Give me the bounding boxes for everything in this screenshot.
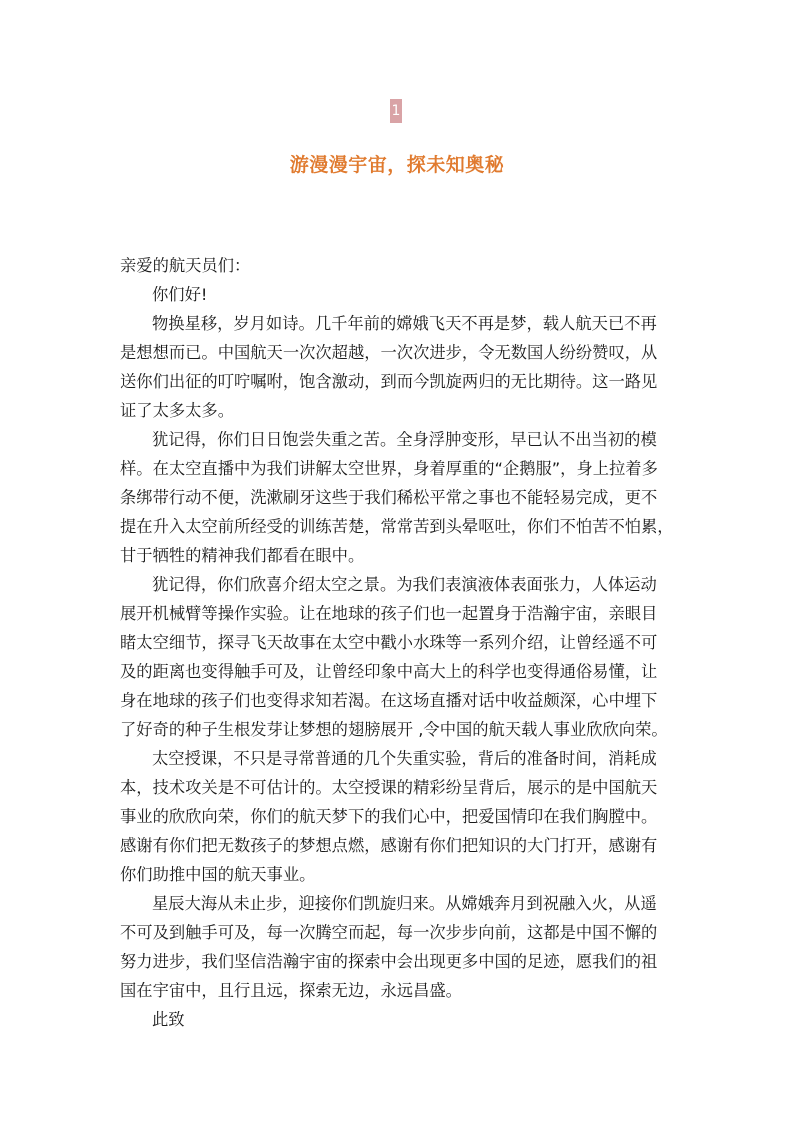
letter-line: 此致 (152, 1010, 185, 1029)
page-number-badge: 1 (390, 99, 402, 123)
letter-body (120, 251, 676, 1034)
salutation-line: 亲爱的航天员们： (120, 256, 251, 275)
page-title: 游漫漫宇宙，探未知奥秘 (289, 154, 505, 176)
letter-line: 及的距离也变得触手可及，让曾经印象中高大上的科学也变得通俗易懂，让 (120, 662, 658, 681)
letter-line: 努力进步，我们坚信浩瀚宇宙的探索中会出现更多中国的足迹，愿我们的祖 (120, 952, 658, 971)
letter-line: 身在地球的孩子们也变得求知若渴。在这场直播对话中收益颇深，心中埋下 (120, 691, 658, 710)
letter-lines (120, 280, 676, 1034)
letter-line: 你们好! (152, 285, 208, 304)
letter-line: 犹记得，你们日日饱尝失重之苦。全身浮肿变形，早已认不出当初的模 (152, 430, 657, 449)
letter-line: 本，技术攻关是不可估计的。太空授课的精彩纷呈背后，展示的是中国航天 (120, 778, 658, 797)
letter-line: 甘于牺牲的精神我们都看在眼中。 (120, 546, 365, 565)
letter-line: 物换星移，岁月如诗。几千年前的嫦娥飞天不再是梦，载人航天已不再 (152, 314, 657, 333)
letter-line: 犹记得，你们欣喜介绍太空之景。为我们表演液体表面张力，人体运动 (152, 575, 657, 594)
letter-line: 感谢有你们把无数孩子的梦想点燃，感谢有你们把知识的大门打开，感谢有 (120, 836, 658, 855)
letter-line: 你们助推中国的航天事业。 (120, 865, 316, 884)
letter-line: 提在升入太空前所经受的训练苦楚，常常苦到头晕呕吐，你们不怕苦不怕累， (120, 517, 674, 536)
letter-line: 送你们出征的叮咛嘱咐，饱含激动，到而今凯旋两归的无比期待。这一路见 (120, 372, 658, 391)
letter-line: 样。在太空直播中为我们讲解太空世界，身着厚重的“企鹅服”，身上拉着多 (120, 459, 658, 478)
letter-line: 国在宇宙中，且行且远，探索无边，永远昌盛。 (120, 981, 462, 1000)
letter-line: 星辰大海从未止步，迎接你们凯旋归来。从嫦娥奔月到祝融入火，从遥 (152, 894, 657, 913)
letter-line: 了好奇的种子生根发芽让梦想的翅膀展开 ,令中国的航天载人事业欣欣向荣。 (120, 720, 668, 739)
letter-line: 展开机械臂等操作实验。让在地球的孩子们也一起置身于浩瀚宇宙，亲眼目 (120, 604, 658, 623)
letter-line: 太空授课，不只是寻常普通的几个失重实验，背后的准备时间，消耗成 (152, 749, 657, 768)
letter-line: 事业的欣欣向荣，你们的航天梦下的我们心中，把爱国情印在我们胸膛中。 (120, 807, 658, 826)
letter-line: 是想想而已。中国航天一次次超越，一次次进步，令无数国人纷纷赞叹，从 (120, 343, 658, 362)
letter-line: 条绑带行动不便，洗漱刷牙这些于我们稀松平常之事也不能轻易完成，更不 (120, 488, 658, 507)
letter-line: 睹太空细节，探寻飞天故事在太空中戳小水珠等一系列介绍，让曾经遥不可 (120, 633, 658, 652)
letter-line: 证了太多太多。 (120, 401, 234, 420)
letter-line: 不可及到触手可及，每一次腾空而起，每一次步步向前，这都是中国不懈的 (120, 923, 658, 942)
